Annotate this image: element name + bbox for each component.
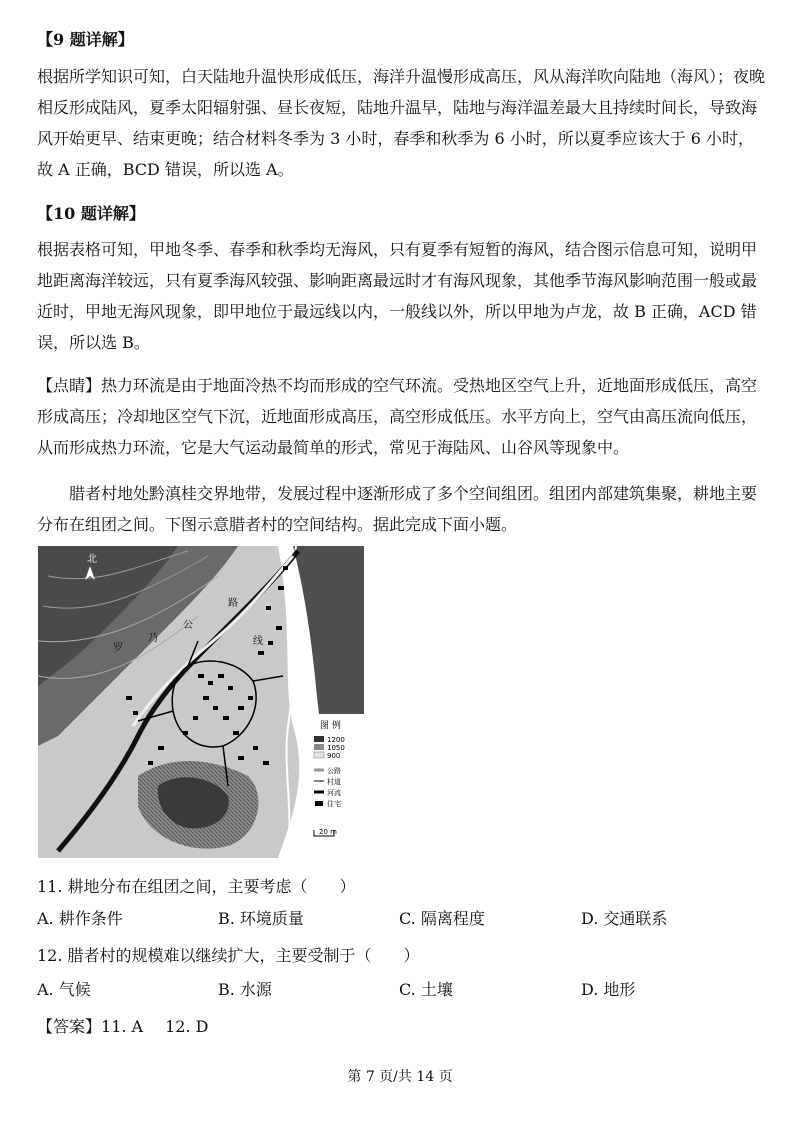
road-char: 乃 — [148, 633, 158, 644]
answer-11: 11. A — [101, 1017, 144, 1036]
legend-elev-1050: 1050 — [327, 744, 345, 752]
question-11-stem: 11. 耕地分布在组团之间，主要考虑（ ） — [37, 877, 356, 896]
road-char: 线 — [253, 636, 263, 647]
tip-label: 【点睛】 — [37, 376, 102, 395]
legend-house-symbol — [315, 801, 323, 806]
legend-swatch-1200 — [314, 736, 324, 742]
section-9-body: 根据所学知识可知，白天陆地升温快形成低压，海洋升温慢形成高压，风从海洋吹向陆地（海风）；夜晚相反形成陆风，夏季太阳辐射强、昼长夜短，陆地升温早，陆地与海洋温差最大且持续时间长，导致海风开始更早、结束更晚；结合材料冬季为 3 小时，春季和秋季为 6 小时，所以夏季应该大于 6 小时，故 A 正确，BCD 错误，所以选 A。 — [37, 67, 766, 179]
legend-swatch-900 — [314, 752, 324, 758]
page-footer: 第 7 页/共 14 页 — [347, 1069, 453, 1085]
road-char: 公 — [183, 620, 193, 631]
question-12-stem: 12. 腊者村的规模难以继续扩大，主要受制于（ ） — [37, 946, 420, 965]
section-9-heading: 【9 题详解】 — [37, 30, 134, 49]
q11-option-c: C. 隔离程度 — [399, 909, 485, 928]
section-10-body: 根据表格可知，甲地冬季、春季和秋季均无海风，只有夏季有短暂的海风，结合图示信息可知，说明甲地距离海洋较远，只有夏季海风较强、影响距离最远时才有海风现象，其他季节海风影响范围一般或最近时，甲地无海风现象，即甲地位于最远线以内，一般线以外，所以甲地为卢龙，故 B 正确，ACD 错误，所以选 B。 — [37, 240, 758, 352]
q11-option-a: A. 耕作条件 — [37, 909, 123, 928]
legend-river-label: 河流 — [327, 789, 341, 797]
road-char: 罗 — [113, 643, 123, 654]
tip-body: 热力环流是由于地面冷热不均而形成的空气环流。受热地区空气上升，近地面形成低压，高空形成高压；冷却地区空气下沉，近地面形成高压，高空形成低压。水平方向上，空气由高压流向低压，从而形成热力环流，它是大气运动最简单的形式，常见于海陆风、山谷风等现象中。 — [37, 376, 758, 457]
scale-bar-label: 20 m — [319, 828, 337, 836]
answer-label: 【答案】 — [37, 1017, 102, 1036]
village-map-figure — [38, 546, 364, 858]
section-10-heading: 【10 题详解】 — [37, 204, 145, 223]
question-11-options — [37, 906, 767, 934]
q12-option-a: A. 气候 — [37, 980, 91, 999]
question-12-options — [37, 977, 767, 1005]
legend-elev-900: 900 — [327, 752, 341, 760]
tip-paragraph — [37, 370, 767, 463]
village-map — [38, 546, 364, 858]
q11-option-b: B. 环境质量 — [218, 909, 304, 928]
road-char: 路 — [228, 598, 238, 609]
legend-swatch-1050 — [314, 744, 324, 750]
legend-highway-label: 公路 — [327, 767, 341, 775]
map-north-label: 北 — [87, 554, 97, 565]
q12-option-c: C. 土壤 — [399, 980, 453, 999]
answer-12: 12. D — [165, 1017, 209, 1036]
legend-village-road-label: 村道 — [327, 778, 341, 786]
q12-option-b: B. 水源 — [218, 980, 272, 999]
answer-line — [37, 1011, 767, 1042]
legend-house-label: 住宅 — [327, 800, 341, 808]
q11-option-d: D. 交通联系 — [581, 909, 668, 928]
legend-elev-1200: 1200 — [327, 736, 345, 744]
q12-option-d: D. 地形 — [581, 980, 636, 999]
material-intro: 腊者村地处黔滇桂交界地带，发展过程中逐渐形成了多个空间组团。组团内部建筑集聚，耕地主要分布在组团之间。下图示意腊者村的空间结构。据此完成下面小题。 — [37, 484, 758, 534]
legend-title: 图 例 — [320, 721, 341, 731]
